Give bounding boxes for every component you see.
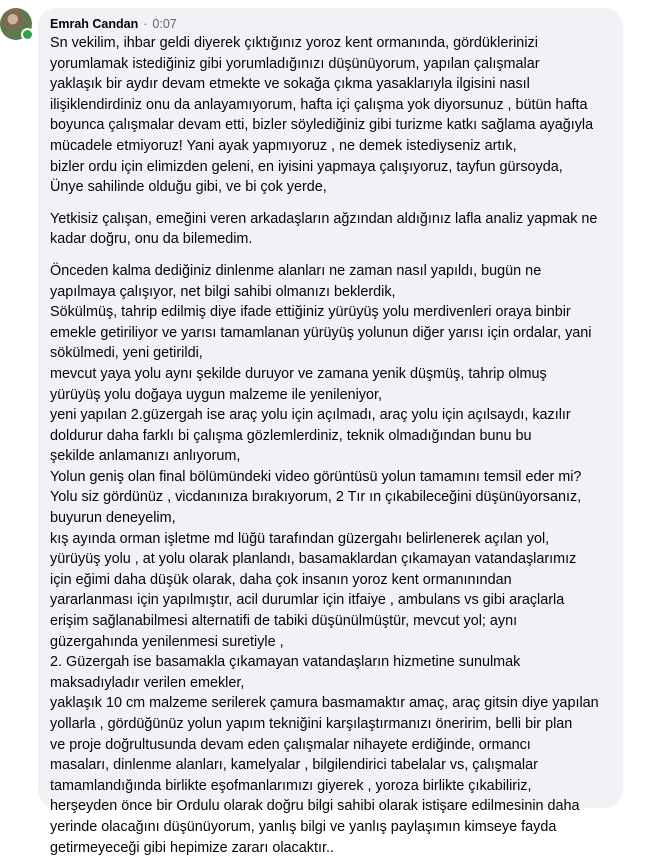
comment-author[interactable]: Emrah Candan (50, 17, 139, 31)
comment-line: herşeyden önce bir Ordulu olarak doğru bilgi sahibi olarak istişare edilmesinin daha (50, 798, 580, 815)
comment-line: Önceden kalma dediğiniz dinlenme alanları ne zaman nasıl yapıldı, bugün ne (50, 262, 542, 279)
comment-line: getirmeyeceği gibi hepimize zararı olacaktır.. (50, 839, 334, 856)
comment-line: mevcut yaya yolu aynı şekilde duruyor ve zamana yenik düşmüş, tahrip olmuş (50, 365, 547, 382)
comment-line: Sökülmüş, tahrip edilmiş diye ifade ettiğiniz yürüyüş yolu merdivenleri oraya binbir (50, 304, 571, 321)
comment-line: yorumlamak istediğiniz gibi yorumladığınızı düşünüyorum, yapılan çalışmalar (50, 55, 540, 72)
comment-line: yollarla , gördüğünüz yolun yapım tekniğini karşılaştırmanızı öneririm, belli bir plan (50, 716, 573, 732)
comment-paragraph (50, 33, 611, 198)
comment-line: buyurun deneyelim, (50, 510, 176, 527)
comment-line: maksadıyladır verilen emekler, (50, 674, 245, 691)
comment-line: güzergahında yenilenmesi suretiyle , (50, 633, 284, 650)
comment-line: ve proje doğrultusunda devam eden çalışmalar nihayete erdiğinde, ormancı (50, 736, 531, 753)
comment-line: Yetkisiz çalışan, emeğini veren arkadaşların ağzından aldığınız lafla analiz yapmak ne (50, 210, 598, 227)
comment-line: emekle getiriliyor ve yarısı tamamlanan yürüyüş yolunun diğer yarısı için ordalar, yani (50, 324, 592, 341)
meta-separator: · (143, 17, 148, 31)
comment-line: şekilde anlamanızı anlıyorum, (50, 448, 241, 465)
comment-line: ilişiklendirdiniz onu da anlayamıyorum, hafta içi çalışma yok diyorsunuz , bütün hafta (50, 96, 588, 113)
comment-line: masaları, dinlenme alanları, kamelyalar , bilgilendirici tabelalar vs, çalışmalar (50, 757, 538, 774)
comment-line: tamamlandığında birlikte eşofmanlarımızı giyerek , yoroza birlikte çıkabiliriz, (50, 777, 532, 794)
comment-line: Yolun geniş olan final bölümündeki video görüntüsü yolun tamamını temsil eder mi? (50, 468, 582, 485)
comment-line: boyunca çalışmalar devam etti, bizler söylediğiniz gibi turizme katkı sağlama ayağıyla (50, 117, 594, 134)
comment-line: mücadele etmiyoruz! Yani ayak yapmıyoruz , ne demek istediyseniz artık, (50, 137, 517, 154)
comment-line: yapılmaya çalışıyor, net bilgi sahibi olmanızı beklerdik, (50, 283, 396, 300)
comment-paragraph (50, 209, 611, 250)
comment-line: bizler ordu için elimizden geleni, en iyisini yapmaya çalışıyoruz, tayfun gürsoyda, (50, 158, 563, 175)
comment-line: yaklaşık 10 cm malzeme serilerek çamura basmamaktır amaç, araç gitsin diye yapılan (50, 695, 599, 712)
comment-timestamp[interactable]: 0:07 (152, 17, 177, 31)
comment-line: yerinde olacağını düşünüyorum, yanlış bilgi ve yanlış paylaşımın kimseye fayda (50, 818, 557, 835)
comment-line: doldurur daha farklı bi çalışma gözlemlerdiniz, teknik olmadığından bunu bu (50, 427, 532, 444)
comment-line: yürüyüş yolu doğaya uygun malzeme ile yenileniyor, (50, 386, 382, 403)
comment-line: yaklaşık bir aydır devam etmekte ve sokağa çıkma yasaklarıyla ilgisini nasıl (50, 76, 530, 93)
comment-line: yararlanması için yapılmıştır, acil durumlar için itfaiye , ambulans vs gibi araçlarla (50, 592, 565, 609)
comment-line: yürüyüş yolu , at yolu olarak planlandı, basamaklardan çıkamayan vatandaşlarımız (50, 551, 577, 568)
comment-line: kış ayında orman işletme md lüğü tarafından güzergahı belirlenerek açılan yol, (50, 530, 550, 547)
comment-line: sökülmedi, yeni getirildi, (50, 345, 203, 362)
comment-line: yeni yapılan 2.güzergah ise araç yolu için açılmadı, araç yolu için açılsaydı, kazılır (50, 407, 571, 424)
comment-bubble (38, 8, 623, 856)
comment-line: için eğimi daha düşük olarak, daha çok insanın yoroz kent ormanınından (50, 571, 512, 588)
comment-line: erişim sağlanabilmesi alternatifi de tabiki düşünülmüştür, mevcut yol; aynı (50, 613, 518, 630)
comment-line: Ünye sahilinde olduğu gibi, ve bi çok yerde, (50, 179, 327, 196)
comment-line: Sn vekilim, ihbar geldi diyerek çıktığınız yoroz kent ormanında, gördüklerinizi (50, 35, 538, 51)
comment-meta (50, 16, 611, 32)
online-status-dot (21, 28, 34, 41)
comment-line: 2. Güzergah ise basamakla çıkamayan vatandaşların hizmetine sunulmak (50, 654, 521, 671)
avatar[interactable] (0, 8, 32, 40)
comment-line: Yolu siz gördünüz , vicdanınıza bırakıyorum, 2 Tır ın çıkabileceğini düşünüyorsanız, (50, 489, 582, 506)
comment-paragraph (50, 261, 611, 858)
comment-text (50, 33, 611, 858)
comment-line: kadar doğru, onu da bilemedim. (50, 231, 253, 248)
